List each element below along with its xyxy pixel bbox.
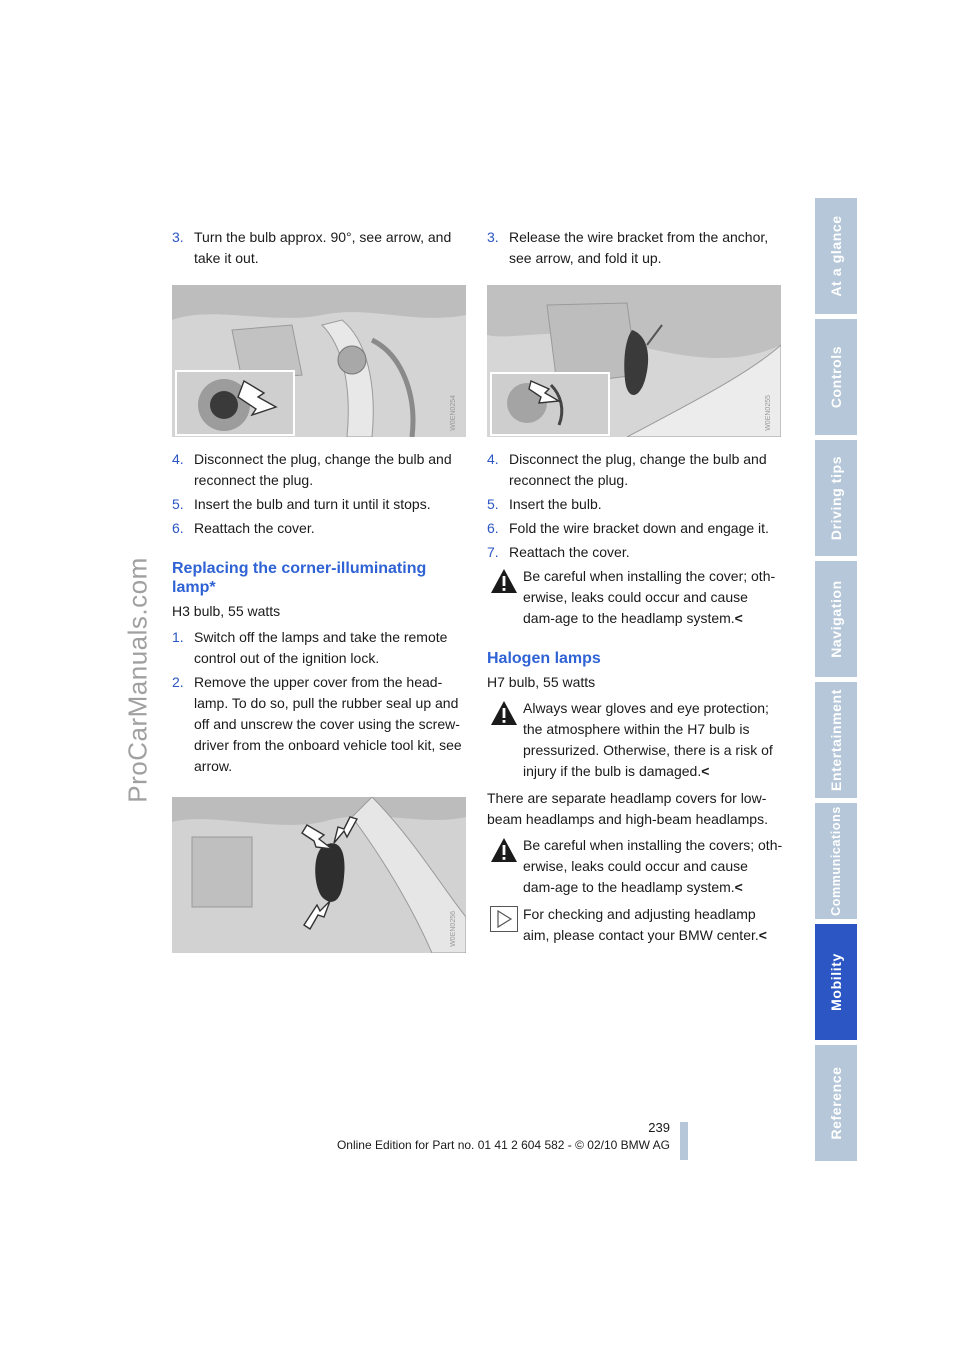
cover-removal-illustration <box>172 797 466 953</box>
section-heading-halogen: Halogen lamps <box>487 650 601 667</box>
figure-code: W0EN0254 <box>450 395 457 431</box>
page-number: 239 <box>648 1120 670 1135</box>
separate-covers-text: There are separate headlamp covers for low-beam headlamps and high-beam headlamps. <box>487 790 768 827</box>
warning-text: Always wear gloves and eye protection; the atmosphere within the H7 bulb is pressurized. Otherwise, there is a risk of injury if the bulb is damaged. <box>523 700 773 779</box>
figure-cover-removal <box>172 797 466 953</box>
tip-note-headlamp-aim <box>487 904 783 946</box>
watermark-text: ProCarManuals.com <box>122 557 153 803</box>
end-marker: < <box>758 927 767 943</box>
right-step-4: 4. Disconnect the plug, change the bulb and reconnect the plug. <box>487 451 767 488</box>
warning-note-pressurized <box>487 698 783 782</box>
edition-line: Online Edition for Part no. 01 41 2 604 582 - © 02/10 BMW AG <box>336 1138 670 1152</box>
figure-code: W0EN0255 <box>765 395 772 431</box>
warning-triangle-icon <box>490 568 518 600</box>
right-step-6: 6. Fold the wire bracket down and engage it. <box>487 520 769 536</box>
tab-communications[interactable]: Communications <box>815 803 857 919</box>
footer-accent-bar <box>680 1122 688 1160</box>
warning-note-cover <box>487 566 783 629</box>
figure-wire-bracket <box>487 285 781 437</box>
wire-bracket-illustration <box>487 285 781 437</box>
watermark <box>118 557 158 803</box>
left-step-2: 2. Remove the upper cover from the head-lamp. To do so, pull the rubber seal up and off and unscrew the cover using the screw-driver from the onboard vehicle tool kit, see arrow. <box>172 674 462 774</box>
warning-note-covers <box>487 835 783 898</box>
warning-triangle-icon <box>490 700 518 732</box>
tip-triangle-icon <box>490 906 518 938</box>
right-step-5: 5. Insert the bulb. <box>487 496 602 512</box>
left-step-3: 3. Turn the bulb approx. 90°, see arrow, and take it out. <box>172 229 452 266</box>
left-column <box>172 227 468 965</box>
right-column <box>487 227 783 952</box>
warning-text: Be careful when installing the cover; oth-erwise, leaks could occur and cause dam-age to the headlamp system. <box>523 568 776 626</box>
tab-navigation[interactable]: Navigation <box>815 561 857 677</box>
left-step-4: 4. Disconnect the plug, change the bulb and reconnect the plug. <box>172 451 452 488</box>
right-step-3: 3. Release the wire bracket from the anchor, see arrow, and fold it up. <box>487 229 769 266</box>
tab-reference[interactable]: Reference <box>815 1045 857 1161</box>
chapter-sidebar <box>815 198 857 1166</box>
figure-code: W0EN0256 <box>450 911 457 947</box>
left-step-6: 6. Reattach the cover. <box>172 520 315 536</box>
tab-mobility[interactable]: Mobility <box>815 924 857 1040</box>
tab-entertainment[interactable]: Entertainment <box>815 682 857 798</box>
tab-at-a-glance[interactable]: At a glance <box>815 198 857 314</box>
tab-controls[interactable]: Controls <box>815 319 857 435</box>
left-step-1: 1. Switch off the lamps and take the remote control out of the ignition lock. <box>172 629 448 666</box>
tip-text: For checking and adjusting headlamp aim, please contact your BMW center. <box>523 906 759 943</box>
bulb-spec: H3 bulb, 55 watts <box>172 603 281 619</box>
figure-bulb-removal <box>172 285 466 437</box>
left-step-5: 5. Insert the bulb and turn it until it stops. <box>172 496 431 512</box>
warning-triangle-icon <box>490 837 518 869</box>
section-heading-corner-lamp: Replacing the corner-illuminating lamp* <box>172 560 427 596</box>
tab-driving-tips[interactable]: Driving tips <box>815 440 857 556</box>
bulb-removal-illustration <box>172 285 466 437</box>
warning-text: Be careful when installing the covers; oth-erwise, leaks could occur and cause dam-age to the headlamp system. <box>523 837 783 895</box>
end-marker: < <box>734 879 743 895</box>
right-step-7: 7. Reattach the cover. <box>487 544 630 560</box>
end-marker: < <box>734 610 743 626</box>
end-marker: < <box>701 763 710 779</box>
bulb-spec-h7: H7 bulb, 55 watts <box>487 674 596 690</box>
